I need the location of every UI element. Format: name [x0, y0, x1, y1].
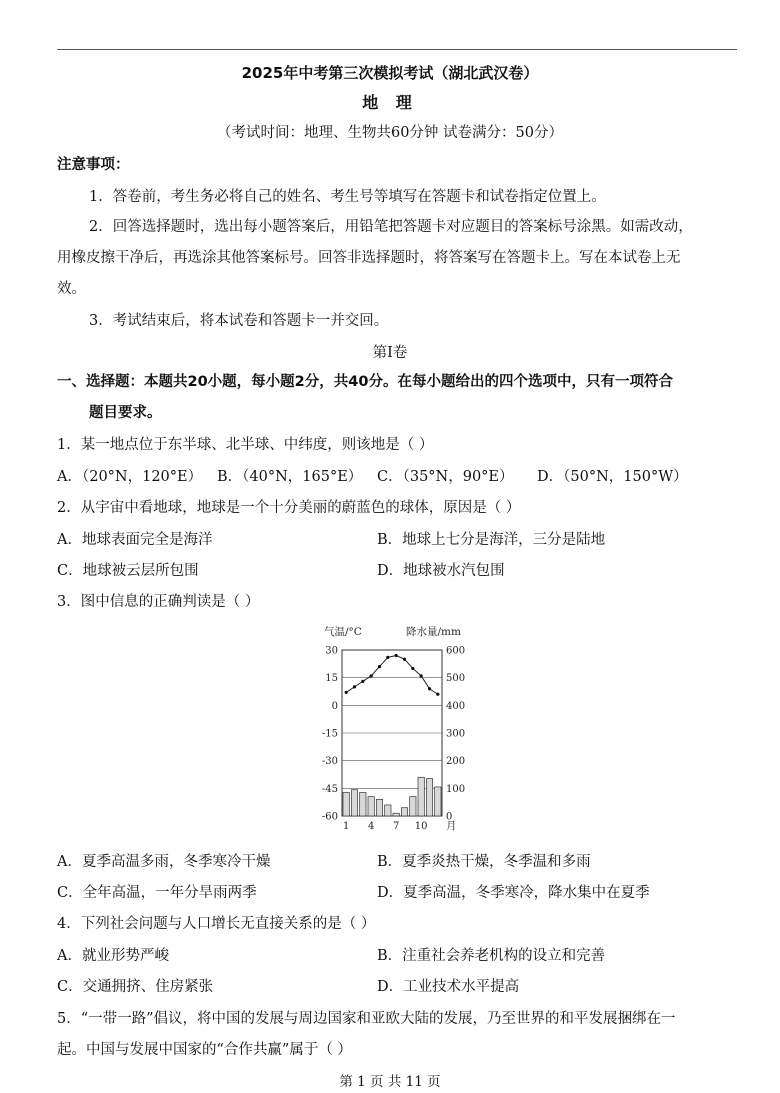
temperature-line: [346, 656, 438, 695]
chart-left-tick: -45: [321, 783, 338, 795]
precipitation-bar: [410, 797, 416, 816]
exam-title: 2025年中考第三次模拟考试（湖北武汉卷）: [241, 64, 539, 82]
notes-heading: 注意事项：: [57, 157, 130, 173]
chart-left-tick: -15: [321, 728, 338, 740]
precipitation-bar: [343, 792, 349, 816]
q4-option-d: D．工业技术水平提高: [377, 979, 520, 995]
chart-x-tick: 10: [414, 821, 428, 832]
subject-title: 地 理: [362, 93, 418, 112]
exam-time-info: （考试时间：地理、生物共60分钟 试卷满分：50分）: [216, 125, 563, 141]
temperature-point: [370, 674, 373, 677]
note-item-2-line-1: 2．回答选择题时，选出每小题答案后，用铅笔把答题卡对应题目的答案标号涂黑。如需改动，: [89, 219, 693, 235]
chart-xlabel: 月: [446, 820, 457, 832]
chart-right-tick: 600: [446, 645, 466, 657]
q2-option-b: B．地球上七分是海洋，三分是陆地: [377, 532, 606, 548]
precipitation-bar: [351, 790, 357, 816]
precipitation-bar: [360, 792, 366, 816]
top-rule: [57, 49, 737, 50]
precipitation-bar: [426, 779, 432, 816]
note-item-2-line-3: 效。: [57, 281, 86, 297]
temperature-point: [403, 658, 406, 661]
q5-stem-line-1: 5．“一带一路”倡议，将中国的发展与周边国家和亚欧大陆的发展，乃至世界的和平发展捆绑在一: [57, 1011, 676, 1027]
q4-option-b: B．注重社会养老机构的设立和完善: [377, 948, 606, 964]
chart-left-tick: -60: [321, 811, 338, 823]
chart-left-tick: 30: [325, 645, 338, 657]
q5-stem-line-2: 起。中国与发展中国家的“合作共赢”属于（ ）: [57, 1042, 352, 1058]
precipitation-bar: [435, 787, 441, 816]
q4-stem: 4．下列社会问题与人口增长无直接关系的是（ ）: [57, 916, 376, 932]
chart-right-tick: 300: [446, 728, 466, 740]
temperature-point: [428, 687, 431, 690]
q2-stem: 2．从宇宙中看地球，地球是一个十分美丽的蔚蓝色的球体，原因是（ ）: [57, 500, 521, 516]
chart-x-tick: 1: [342, 821, 350, 832]
note-item-2-line-2: 用橡皮擦干净后，再选涂其他答案标号。回答非选择题时，将答案写在答题卡上。写在本试卷上无: [57, 250, 681, 266]
q1-option-d: D．（50°N，150°W）: [537, 469, 688, 485]
precipitation-bar: [376, 799, 382, 816]
temperature-point: [345, 691, 348, 694]
chart-right-tick: 100: [446, 783, 466, 795]
section-instruction-line-1: 一、选择题：本题共20小题，每小题2分，共40分。在每小题给出的四个选项中，只有一项符合: [57, 374, 673, 390]
q3-option-d: D．夏季高温，冬季寒冷，降水集中在夏季: [377, 885, 650, 901]
chart-right-tick: 500: [446, 673, 466, 685]
q3-option-c: C．全年高温，一年分旱雨两季: [57, 885, 257, 901]
note-item-3: 3．考试结束后，将本试卷和答题卡一并交回。: [89, 313, 389, 329]
q3-option-b: B．夏季炎热干燥，冬季温和多雨: [377, 854, 591, 870]
q3-option-a: A．夏季高温多雨，冬季寒冷干燥: [57, 854, 271, 870]
note-item-1: 1．答卷前，考生务必将自己的姓名、考生号等填写在答题卡和试卷指定位置上。: [89, 189, 606, 205]
q3-stem: 3．图中信息的正确判读是（ ）: [57, 594, 260, 610]
precipitation-bar: [385, 805, 391, 816]
precipitation-bar: [418, 777, 424, 816]
chart-left-tick: 0: [331, 700, 338, 712]
page-footer: 第 1 页 共 11 页: [339, 1074, 441, 1090]
temperature-point: [395, 654, 398, 657]
q1-option-a: A．（20°N，120°E）: [57, 469, 203, 485]
precipitation-bar: [368, 797, 374, 816]
q1-stem: 1．某一地点位于东半球、北半球、中纬度，则该地是（ ）: [57, 437, 434, 453]
section-instruction-line-2: 题目要求。: [89, 405, 162, 421]
q4-option-c: C．交通拥挤、住房紧张: [57, 979, 214, 995]
volume-title: 第I卷: [372, 345, 408, 361]
q2-option-d: D．地球被水汽包围: [377, 563, 505, 579]
q1-option-b: B．（40°N，165°E）: [217, 469, 363, 485]
temperature-point: [436, 693, 439, 696]
chart-ylabel-left: 气温/°C: [324, 626, 362, 638]
temperature-point: [411, 667, 414, 670]
temperature-point: [361, 680, 364, 683]
chart-x-tick: 7: [392, 821, 400, 832]
climate-chart: [310, 620, 480, 840]
chart-ylabel-right: 降水量/mm: [406, 626, 461, 638]
chart-left-tick: -30: [321, 756, 338, 768]
temperature-point: [386, 656, 389, 659]
temperature-point: [353, 685, 356, 688]
q1-option-c: C．（35°N，90°E）: [377, 469, 514, 485]
precipitation-bar: [401, 808, 407, 816]
q2-option-a: A．地球表面完全是海洋: [57, 532, 213, 548]
chart-x-tick: 4: [367, 821, 375, 832]
precipitation-bar: [393, 813, 399, 816]
q4-option-a: A．就业形势严峻: [57, 948, 169, 964]
chart-right-tick: 0: [446, 811, 453, 823]
temperature-point: [378, 665, 381, 668]
chart-right-tick: 400: [446, 700, 466, 712]
temperature-point: [420, 674, 423, 677]
chart-left-tick: 15: [325, 673, 338, 685]
chart-right-tick: 200: [446, 756, 466, 768]
q2-option-c: C．地球被云层所包围: [57, 563, 199, 579]
